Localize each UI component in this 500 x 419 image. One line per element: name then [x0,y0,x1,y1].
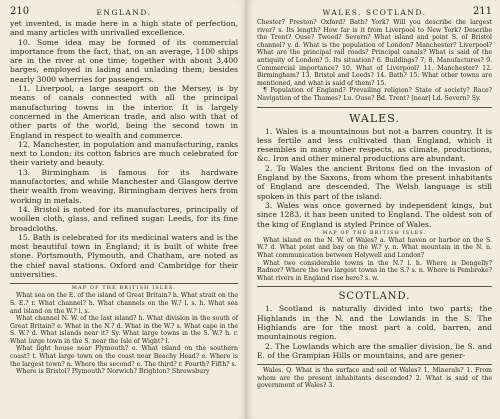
scotland-paragraph: 2. The Lowlands which are the smaller division, lie S. and E. of the Grampian Hills or mountains, and are gener- [257,341,492,360]
left-paragraph: 14. Bristol is noted for its manufactures, principally of woollen cloth, glass, and refined sugar. Leeds, for its fine broadcloths. [10,204,238,233]
divider [257,364,492,365]
wales-paragraph: 3. Wales was once governed by independent kings, but since 1283, it has been united to England. The oldest son of the king of England is styled Prince of Wales. [257,200,492,229]
map-caption: MAP OF THE BRITISH ISLES. [322,230,427,236]
right-page [247,0,500,419]
wales-review-question: Wales. Q. What is the surface and soil of Wales? 1. Minerals? 1. From whom are the present inhabitants descended? 2. What is said of the government of Wales? 3. [257,367,492,390]
left-paragraph: 15. Bath is celebrated for its medicinal waters and is the most beautiful town in England; it is built of white free stone. Portsmouth, Plymouth, and Chatham, are noted as the chief naval stations. Oxford and Cambridge for their universities. [10,232,238,280]
map-question: Where is Bristol? Plymouth? Norwich? Brighton? Shrewsbury [16,368,210,376]
map-question: What sea on the E. of the island of Great Britain? h. What strait on the S. E.? r. What channel? h. What channels on the W.? l. s. h. What sea and island on the W.? l. s. [10,292,238,315]
left-page-number: 210 [10,6,30,17]
left-paragraph: yet invented, is made here in a high state of perfection, and many articles with unrivalled excellence. [10,19,238,38]
divider [257,286,492,287]
left-paragraph: 12. Manchester, in population and manufacturing, ranks next to London; its cotton fabrics are much celebrated for their variety and beauty. [10,139,238,168]
wales-paragraph: 2. To Wales the ancient Britons fled on the invasion of England by the Saxons, from whom the present inhabitants of England are descended. The Welsh language is still spoken in this part of the island. [257,163,492,201]
right-running-title: WALES. SCOTLAND. [322,8,427,17]
left-running-head [10,6,238,17]
scotland-paragraph: 1. Scotland is naturally divided into two parts; the Highlands in the N. and the Lowlands in the S. The Highlands are for the most part a cold, barren, and mountainous region. [257,304,492,342]
wales-map-question: What island on the N. W. of Wales? a. What haven or harbor on the S. W.? d. What point and bay on the W.? y. n. What mountain in the N. n. What communication between Holywell and London? [257,236,492,259]
divider [257,107,492,108]
left-paragraph: 13. Birmingham is famous for its hardware manufactories, and while Manchester and Glasgow derive their wealth from weaving, Birmingham derives hers from working in metals. [10,167,238,205]
map-caption: MAP OF THE BRITISH ISLES. [72,286,176,292]
wales-heading: WALES. [349,111,400,125]
map-question: What light house near Plymouth? e. What island on the southern coast? t. What large town on the coast near Beachy Head? e. Where is the largest town? n. Where the second? e. The third? r. Fourth? Fifth? s. [10,345,238,368]
review-question: ¶ Population of England? Prevailing religion? State of society? Race? Navigation of the Thames? Lu. Ouse? Bd. Trent? [near] Ld. Severn? Sy. [257,87,492,102]
divider [10,283,238,284]
map-question: What channel N. W. of the last island? h. What division in the south of Great Britain? e. What in the N.? d. What in the W.? s. What cape in the S. W.? d. What islands near it? Sy. What large towns in the S. W.? h. r. What large town in the S. near the Isle of Wight? l. [10,315,238,345]
wales-map-question: What two considerable towns in the N.? l. h. Where is Dengelly? Radnor? Where the two largest towns in the S.? s. n. Where is Pembroke? What rivers in England rise here? s. w. [257,259,492,282]
left-paragraph: 10. Some idea may be formed of its commercial importance from the fact, that, on an average, 1100 ships are in the river at one time; together with about 3,400 barges, employed in lading and unlading them; besides nearly 3000 wherries for passengers. [10,37,238,84]
scotland-heading: SCOTLAND. [338,291,411,303]
left-paragraph: 11. Liverpool, a large seaport on the Mersey, is by means of canals connected with all the principal manufacturing towns in the interior. It is largely concerned in the American trade, and also with that of other parts of the world, being the second town in England in respect to wealth and commerce. [10,84,238,140]
left-running-title: ENGLAND. [96,8,152,17]
right-running-head [257,6,492,17]
left-page [0,0,247,419]
wales-paragraph: 1. Wales is a mountainous but not a barren country. It is less fertile and less cultivated than England, which it resembles in many other respects, as climate, productions, &c. Iron and other mineral productions are abundant. [257,126,492,164]
right-page-number: 211 [472,6,492,17]
review-question: Chester? Preston? Oxford? Bath? York? Will you describe the largest river? s. Its length? How far is it from Liverpool to New York? Describe the Trent? Ouse? Tweed? Severn? What island and point S. of Bristol channel? y. d. What is the population of London? Manchester? Liverpool? What are the principal rail roads? Principal canals? What is said of the antiquity of London? 5. Its situation? 6. Buildings? 7, 8. Manufactures? 9. Commercial importance? 10. What of Liverpool? 11. Manchester? 12. Birmingham? 13. Bristol and Leeds? 14. Bath? 15. What other towns are mentioned, and what is said of them? 15. [257,19,492,87]
